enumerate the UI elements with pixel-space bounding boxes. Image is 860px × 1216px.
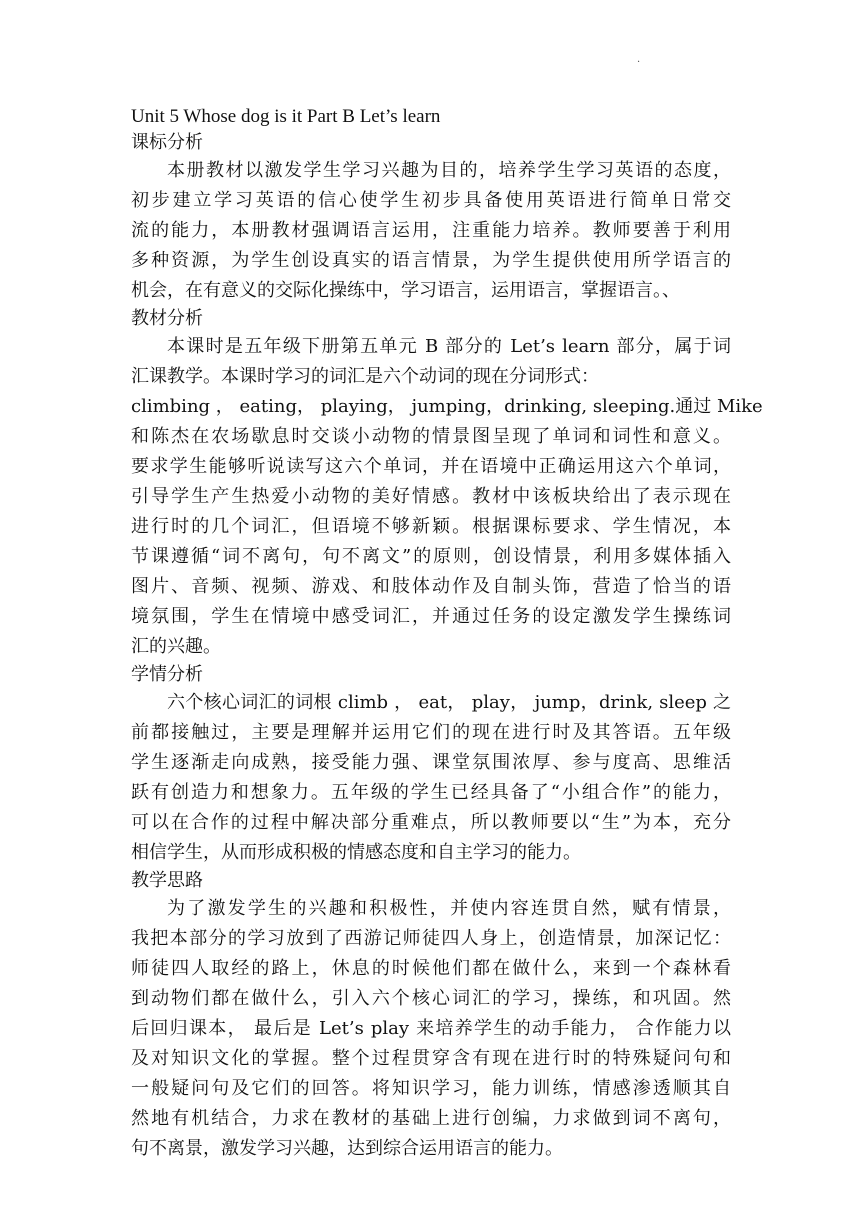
body-line: 机会，在有意义的交际化操练中，学习语言，运用语言，掌握语言。、 bbox=[131, 280, 680, 301]
section-teaching-approach bbox=[131, 868, 731, 1164]
body-line: 初步建立学习英语的信心使学生初步具备使用英语进行简单日常交 bbox=[131, 190, 731, 211]
body-line: 及对知识文化的掌握。整个过程贯穿含有现在进行时的特殊疑问句和 bbox=[131, 1048, 731, 1069]
section-heading: 课标分析 bbox=[131, 132, 203, 153]
body-line: 图片、音频、视频、游戏、和肢体动作及自制头饰，营造了恰当的语 bbox=[131, 576, 731, 597]
section-textbook-analysis bbox=[131, 306, 763, 662]
section-body bbox=[131, 156, 731, 306]
body-line: 多种资源，为学生创设真实的语言情景，为学生提供使用所学语言的 bbox=[131, 250, 731, 271]
body-line: 要求学生能够听说读写这六个单词，并在语境中正确运用这六个单词， bbox=[131, 456, 731, 477]
body-line: 跃有创造力和想象力。五年级的学生已经具备了“小组合作”的能力， bbox=[131, 782, 731, 803]
body-line: 句不离景，激发学习兴趣，达到综合运用语言的能力。 bbox=[131, 1138, 563, 1159]
body-line: 可以在合作的过程中解决部分重难点，所以教师要以“生”为本，充分 bbox=[131, 812, 731, 833]
document-title: Unit 5 Whose dog is it Part B Let’s learn bbox=[131, 106, 441, 127]
body-line: 相信学生，从而形成积极的情感态度和自主学习的能力。 bbox=[131, 842, 581, 863]
section-heading: 教学思路 bbox=[131, 870, 203, 891]
body-line: 一般疑问句及它们的回答。将知识学习，能力训练，情感渗透顺其自 bbox=[131, 1078, 731, 1099]
body-line: 后回归课本， 最后是 Let’s play 来培养学生的动手能力， 合作能力以 bbox=[131, 1018, 731, 1039]
body-line: 师徒四人取经的路上，休息的时候他们都在做什么，来到一个森林看 bbox=[131, 958, 731, 979]
document-page bbox=[131, 104, 763, 1164]
body-line: 六个核心词汇的词根 climb ， eat， play， jump，drink, sleep 之 bbox=[167, 692, 731, 713]
body-line: 引导学生产生热爱小动物的美好情感。教材中该板块给出了表示现在 bbox=[131, 486, 731, 507]
section-learner-analysis bbox=[131, 662, 731, 868]
corner-dot-mark: · bbox=[637, 57, 641, 68]
body-line: 然地有机结合，力求在教材的基础上进行创编，力求做到词不离句， bbox=[131, 1108, 731, 1129]
body-line: climbing ， eating， playing， jumping，drinking, sleeping.通过 Mike bbox=[131, 396, 763, 417]
section-body bbox=[131, 894, 731, 1164]
body-line: 节课遵循“词不离句，句不离文”的原则，创设情景，利用多媒体插入 bbox=[131, 546, 731, 567]
body-line: 流的能力，本册教材强调语言运用，注重能力培养。教师要善于利用 bbox=[131, 220, 731, 241]
body-line: 进行时的几个词汇，但语境不够新颖。根据课标要求、学生情况，本 bbox=[131, 516, 731, 537]
body-line: 本册教材以激发学生学习兴趣为目的，培养学生学习英语的态度， bbox=[167, 160, 731, 181]
body-line: 我把本部分的学习放到了西游记师徒四人身上，创造情景，加深记忆： bbox=[131, 928, 731, 949]
body-line: 学生逐渐走向成熟，接受能力强、课堂氛围浓厚、参与度高、思维活 bbox=[131, 752, 731, 773]
section-curriculum-analysis bbox=[131, 130, 731, 306]
body-line: 本课时是五年级下册第五单元 B 部分的 Let’s learn 部分，属于词 bbox=[167, 336, 731, 357]
section-heading: 学情分析 bbox=[131, 664, 203, 685]
body-line: 汇课教学。本课时学习的词汇是六个动词的现在分词形式： bbox=[131, 366, 599, 387]
body-line: 汇的兴趣。 bbox=[131, 636, 221, 657]
section-heading: 教材分析 bbox=[131, 308, 203, 329]
body-line: 和陈杰在农场歇息时交谈小动物的情景图呈现了单词和词性和意义。 bbox=[131, 426, 731, 447]
body-line: 境氛围，学生在情境中感受词汇，并通过任务的设定激发学生操练词 bbox=[131, 606, 731, 627]
body-line: 到动物们都在做什么，引入六个核心词汇的学习，操练，和巩固。然 bbox=[131, 988, 731, 1009]
body-line: 前都接触过，主要是理解并运用它们的现在进行时及其答语。五年级 bbox=[131, 722, 731, 743]
body-line: 为了激发学生的兴趣和积极性，并使内容连贯自然，赋有情景， bbox=[167, 898, 731, 919]
section-body bbox=[131, 688, 731, 868]
section-body bbox=[131, 332, 763, 662]
